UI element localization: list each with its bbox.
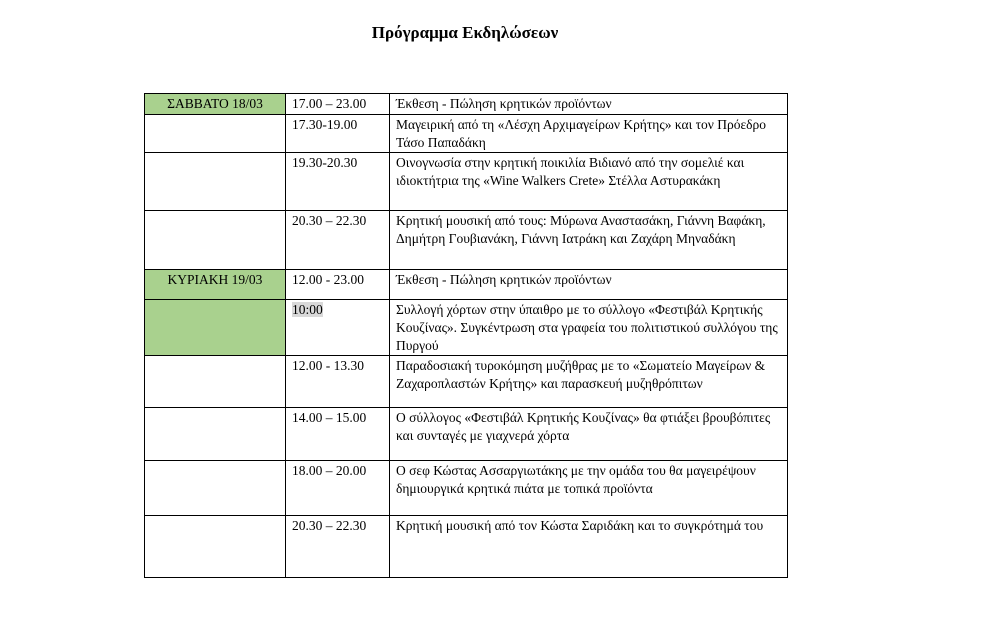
time-cell: 17.00 – 23.00 bbox=[286, 94, 390, 115]
event-cell: Παραδοσιακή τυροκόμηση μυζήθρας με το «Σωματείο Μαγείρων & Ζαχαροπλαστών Κρήτης» και παρασκευή μυζηθρόπιτων bbox=[390, 356, 788, 408]
table-row bbox=[145, 356, 788, 408]
time-cell: 20.30 – 22.30 bbox=[286, 211, 390, 270]
day-cell: ΣΑΒΒΑΤΟ 18/03 bbox=[145, 94, 286, 115]
event-cell: Μαγειρική από τη «Λέσχη Αρχιμαγείρων Κρήτης» και τον Πρόεδρο Τάσο Παπαδάκη bbox=[390, 115, 788, 153]
event-cell: Έκθεση - Πώληση κρητικών προϊόντων bbox=[390, 270, 788, 300]
day-cell bbox=[145, 115, 286, 153]
time-cell: 12.00 - 23.00 bbox=[286, 270, 390, 300]
time-highlight: 10:00 bbox=[292, 302, 323, 317]
event-cell: Κρητική μουσική από τους: Μύρωνα Αναστασάκη, Γιάννη Βαφάκη, Δημήτρη Γουβιανάκη, Γιάννη Ιατράκη και Ζαχάρη Μηναδάκη bbox=[390, 211, 788, 270]
time-cell: 17.30-19.00 bbox=[286, 115, 390, 153]
table-row bbox=[145, 115, 788, 153]
table-row bbox=[145, 94, 788, 115]
event-cell: Ο σύλλογος «Φεστιβάλ Κρητικής Κουζίνας» θα φτιάξει βρουβόπιτες και συνταγές με γιαχνερά χόρτα bbox=[390, 408, 788, 461]
time-cell: 19.30-20.30 bbox=[286, 153, 390, 211]
event-cell: Ο σεφ Κώστας Ασσαργιωτάκης με την ομάδα του θα μαγειρέψουν δημιουργικά κρητικά πιάτα με τοπικά προϊόντα bbox=[390, 461, 788, 516]
table-row bbox=[145, 300, 788, 356]
page-title: Πρόγραμμα Εκδηλώσεων bbox=[371, 23, 559, 42]
table-row bbox=[145, 211, 788, 270]
day-cell bbox=[145, 356, 286, 408]
time-cell: 14.00 – 15.00 bbox=[286, 408, 390, 461]
day-cell bbox=[145, 516, 286, 578]
time-cell bbox=[286, 300, 390, 356]
time-cell: 18.00 – 20.00 bbox=[286, 461, 390, 516]
table-row bbox=[145, 408, 788, 461]
table-row bbox=[145, 516, 788, 578]
event-cell: Έκθεση - Πώληση κρητικών προϊόντων bbox=[390, 94, 788, 115]
schedule-table bbox=[144, 93, 788, 578]
event-cell: Κρητική μουσική από τον Κώστα Σαριδάκη και το συγκρότημά του bbox=[390, 516, 788, 578]
table-row bbox=[145, 461, 788, 516]
day-cell bbox=[145, 300, 286, 356]
day-cell: ΚΥΡΙΑΚΗ 19/03 bbox=[145, 270, 286, 300]
time-cell: 20.30 – 22.30 bbox=[286, 516, 390, 578]
event-cell: Συλλογή χόρτων στην ύπαιθρο με το σύλλογο «Φεστιβάλ Κρητικής Κουζίνας». Συγκέντρωση στα γραφεία του πολιτιστικού συλλόγου της Πυργού bbox=[390, 300, 788, 356]
time-cell: 12.00 - 13.30 bbox=[286, 356, 390, 408]
event-cell: Οινογνωσία στην κρητική ποικιλία Βιδιανό από την σομελιέ και ιδιοκτήτρια της «Wine Walkers Crete» Στέλλα Αστυρακάκη bbox=[390, 153, 788, 211]
day-cell bbox=[145, 153, 286, 211]
day-cell bbox=[145, 461, 286, 516]
table-row bbox=[145, 153, 788, 211]
day-cell bbox=[145, 211, 286, 270]
day-cell bbox=[145, 408, 286, 461]
table-row bbox=[145, 270, 788, 300]
